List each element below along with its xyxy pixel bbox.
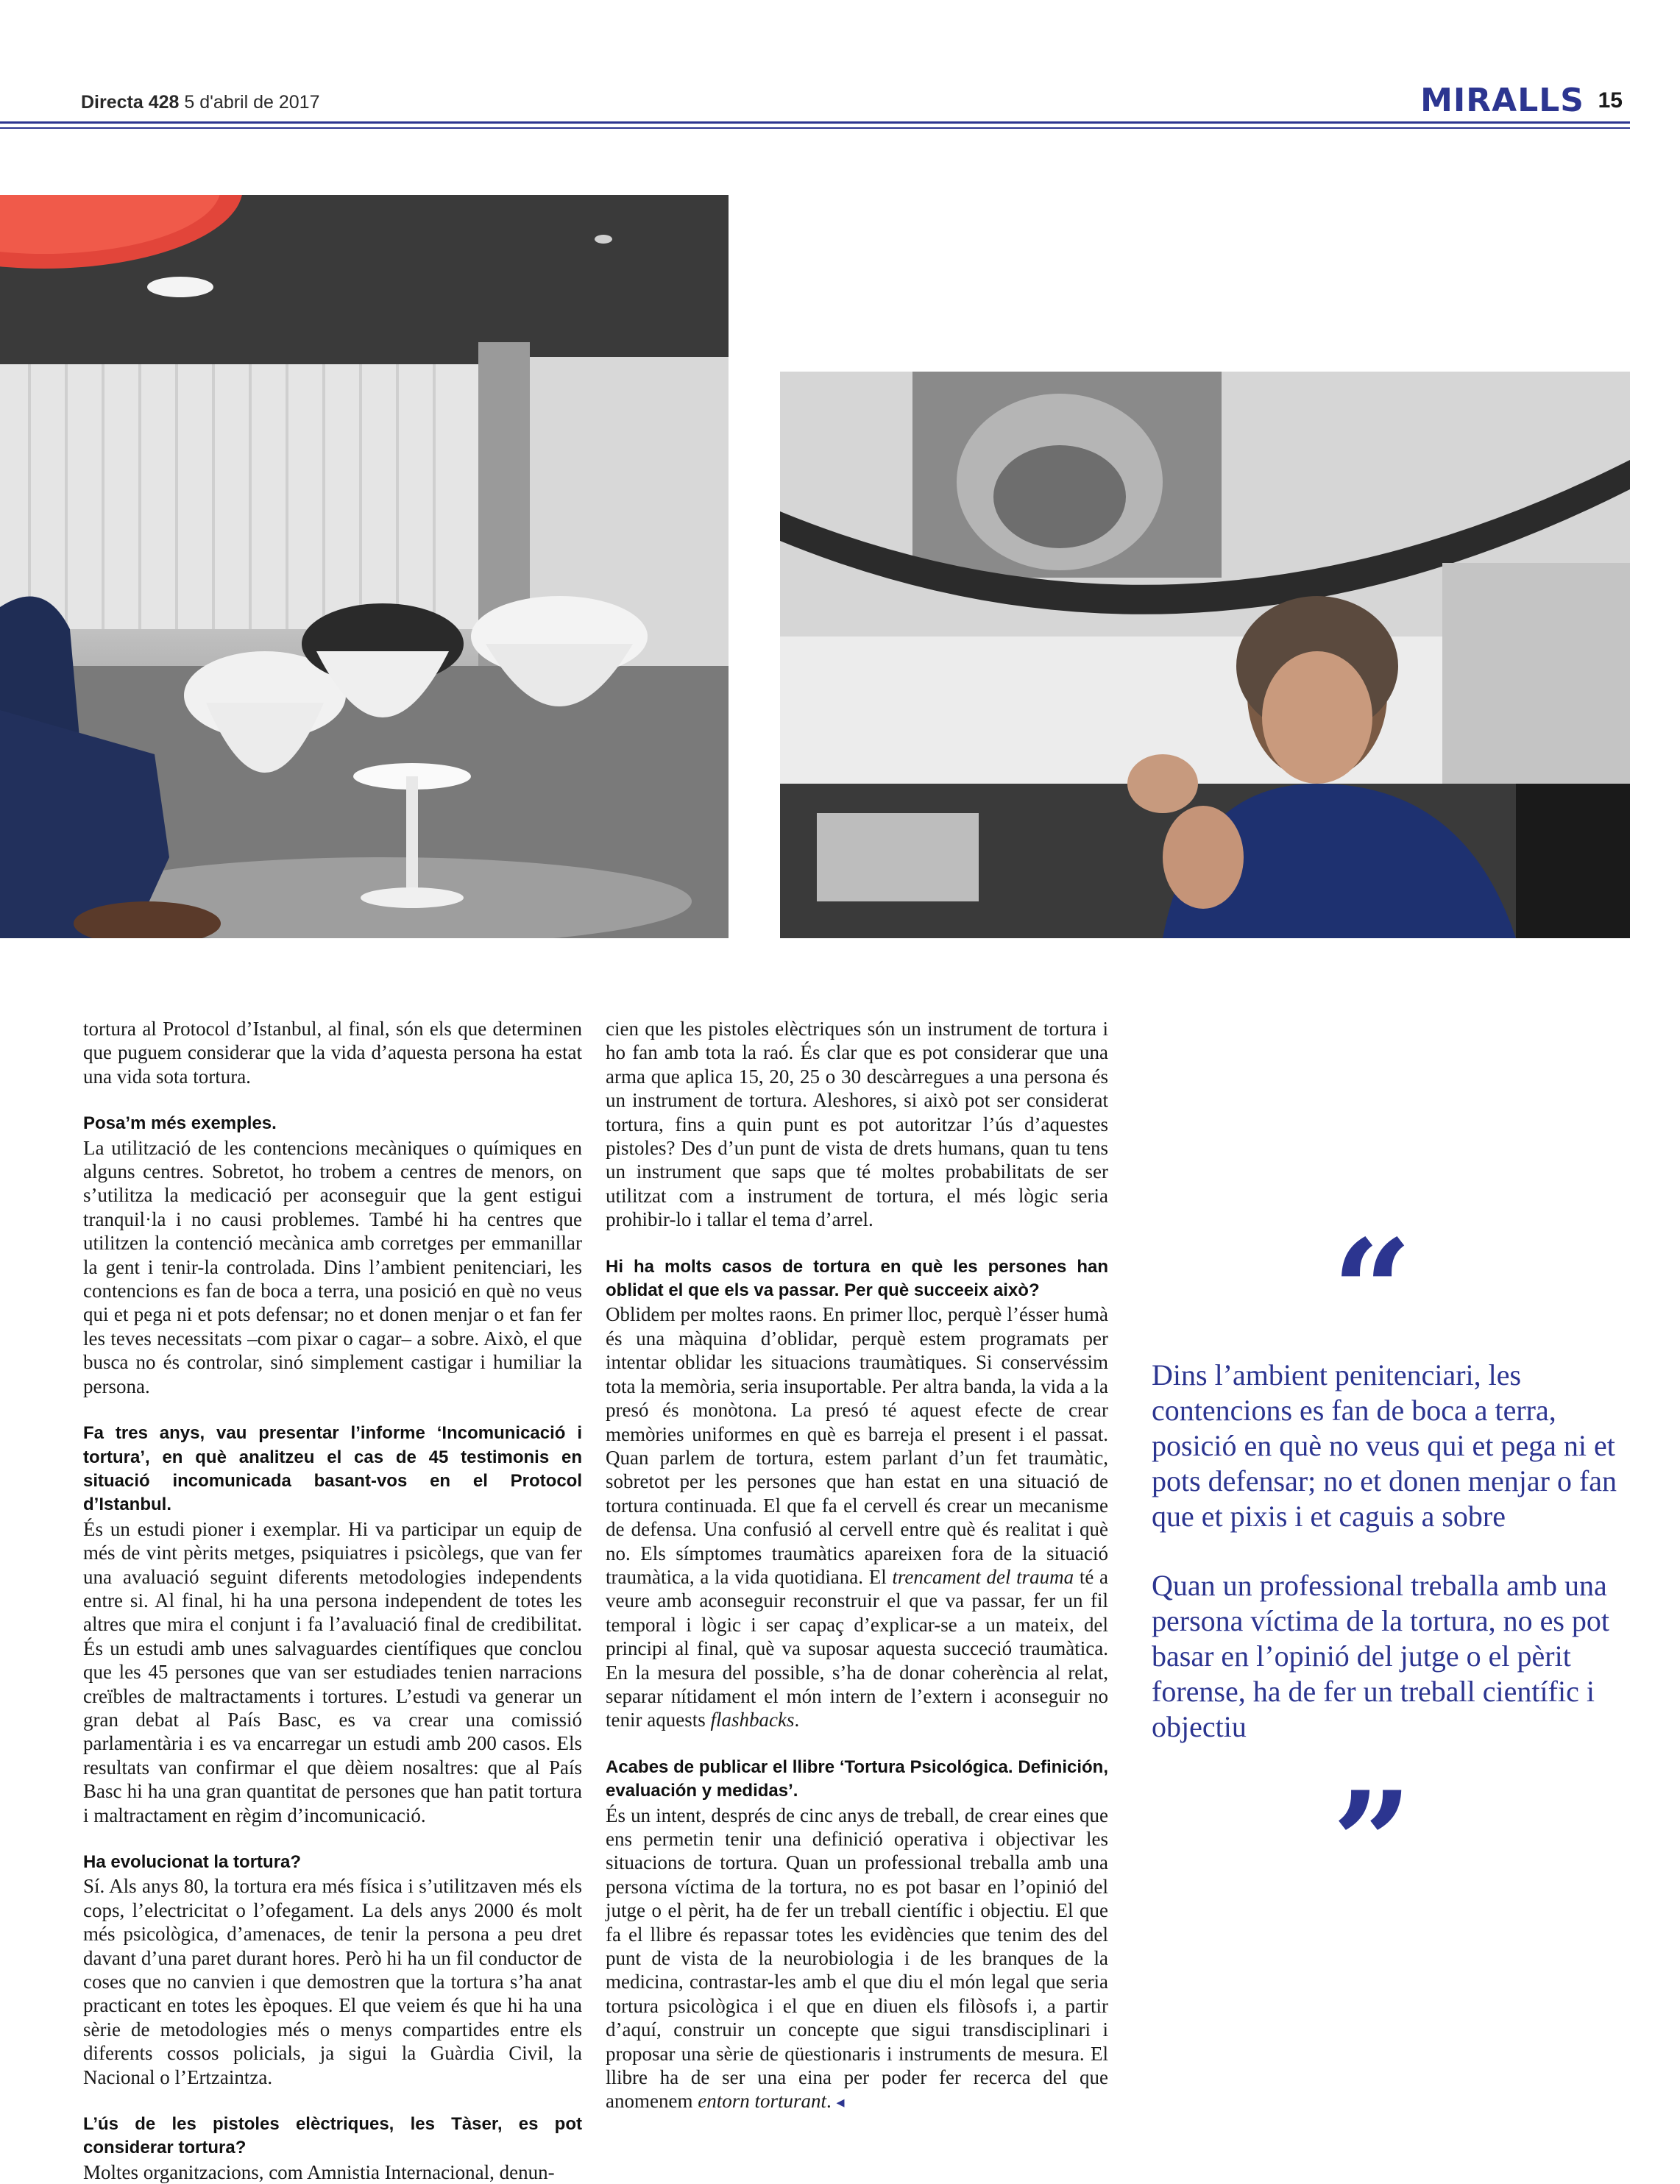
answer-text: És un intent, després de cinc anys de treball, de crear eines que ens permetin tenir una definició operativa i objectivar les situacions de tortura. Quan un professional treballa amb una persona víctima de la tortura, no es pot basar en l’opinió del jutge o el pèrit, ha de fer un treball científic i objectiu. El que fa el llibre és repassar totes les evidències que tenim des del punt de vista de la neurobiologia i de les branques de la medicina, contrastar-les amb el que diu el món legal que seria tortura psicològica i el que en diuen els filòsofs i, a partir d’aquí, construir un concepte que sigui transdisciplinari i proposar una sèrie de qüestionaris i instruments de mesura. El llibre ha de ser una eina per poder fer recerca del que anomenem xyxy=(606,1804,1108,2113)
issue-date: 5 d'abril de 2017 xyxy=(184,92,320,113)
page-number: 15 xyxy=(1598,88,1623,113)
answer: Sí. Als anys 80, la tortura era més física i s’utilitzaven més els cops, l’electricitat o l’ofegament. La dels anys 2000 és molt més psicològica, d’amenaces, de tenir la persona a peu dret davant d’una paret durant hores. Però hi ha un fil conductor de coses que no canvien i que demostren que la tortura s’ha anat practicant en totes les èpoques. El que veiem és que hi ha una sèrie de metodologies més o menys compartides entre els diferents cossos policials, ja sigui la Guàrdia Civil, la Nacional o l’Ertzaintza. xyxy=(83,1875,582,2088)
pull-quote-text: Quan un professional treballa amb una persona víctima de la tortura, no es pot basar en l’opinió del jutge o el pèrit forense, ha de fer un treball científic i objectiu xyxy=(1152,1569,1610,1743)
answer: Moltes organitzacions, com Amnistia Internacional, denun- xyxy=(83,2160,555,2183)
section-title: MIRALLS xyxy=(1420,82,1584,119)
question: Ha evolucionat la tortura? xyxy=(83,1852,302,1872)
publication-name: Directa 428 xyxy=(81,92,180,113)
interviewee-scene xyxy=(780,372,1630,938)
italic-term: entorn torturant xyxy=(698,2090,826,2113)
pull-quote xyxy=(1152,1358,1637,1779)
question: Posa’m més exemples. xyxy=(83,1113,277,1134)
photo-interviewee xyxy=(780,372,1630,938)
photo-interview-lounge xyxy=(0,195,729,938)
paragraph: tortura al Protocol d’Istanbul, al final, són els que determinen que puguem considerar que la vida d’aquesta persona ha estat una vida sota tortura. xyxy=(83,1018,582,1088)
article-column-2 xyxy=(606,1017,1108,2115)
question: Hi ha molts casos de tortura en què les persones han oblidat el que els va passar. Per què succeeix això? xyxy=(606,1256,1108,1301)
paragraph: cien que les pistoles elèctriques són un instrument de tortura i ho fan amb tota la raó. És clar que es pot considerar que una arma que aplica 15, 20, 25 o 30 descàrregues a una persona és un instrument de tortura. Aleshores, si això pot ser considerat tortura, fins a quin punt es pot autoritzar l’ús d’aquestes pistoles? Des d’un punt de vista de drets humans, quan tu tens un instrument que saps que té moltes probabilitats de ser utilitzat com a instrument de tortura, el més lògic seria prohibir-lo i tallar el tema d’arrel. xyxy=(606,1018,1108,1231)
question: Acabes de publicar el llibre ‘Tortura Psicológica. Definición, evaluación y medidas’. xyxy=(606,1756,1108,1801)
header-rule-thin xyxy=(0,127,1630,129)
open-quote-icon: “ xyxy=(1332,1209,1413,1373)
lounge-scene xyxy=(0,195,729,938)
header-rule xyxy=(0,121,1630,124)
answer xyxy=(606,1302,1108,1731)
end-of-article-icon: ◂ xyxy=(836,2093,845,2112)
italic-term: trencament del trauma xyxy=(892,1565,1074,1588)
question: L’ús de les pistoles elèctriques, les Tàser, es pot considerar tortura? xyxy=(83,2114,582,2158)
question: Fa tres anys, vau presentar l’informe ‘Incomunicació i tortura’, en què analitzeu el cas de 45 testimonis en situació incomunicada basant-vos en el Protocol d’Istanbul. xyxy=(83,1423,582,1515)
masthead xyxy=(81,92,319,113)
answer-text: Oblidem per moltes raons. En primer lloc, perquè l’ésser humà és una màquina d’oblidar, perquè estem programats per intentar oblidar les situacions traumàtiques. Si conservéssim tota la memòria, seria insuportable. Per altra banda, la vida a la presó és monòtona. La presó té aquest efecte de crear memòries uniformes en què es barreja el present i el passat. Quan parlem de tortura, estem parlant d’un fet traumàtic, sobretot per les persones que han estat en una situació de tortura continuada. El que fa el cervell és crear un mecanisme de defensa. Una confusió al cervell entre què és realitat i què no. Els símptomes traumàtics apareixen fora de la situació traumàtica, a la vida quotidiana. El xyxy=(606,1303,1108,1588)
italic-term: flashbacks xyxy=(710,1709,795,1731)
answer: La utilització de les contencions mecàniques o químiques en alguns centres. Sobretot, ho trobem a centres de menors, on s’utilitza la medicació per aconseguir que la gent estigui tranquil·la i no causi problemes. També hi ha centres que utilitzen la contenció mecànica amb corretges per emmanillar la gent i tenir-la controlada. Dins l’ambient penitenciari, les contencions es fan de boca a terra, una posició en què no veus qui et pega ni et pots defensar; no et donen menjar o et fan fer les teves necessitats –com pixar o cagar– a sobre. Això, el que busca no és controlar, sinó simplement castigar i humiliar la persona. xyxy=(83,1136,582,1397)
answer: És un estudi pioner i exemplar. Hi va participar un equip de més de vint pèrits metges, psiquiatres i psicòlegs, que van fer una avaluació seguint diferents metodologies independents entre si. Al final, hi ha una persona independent de totes les altres que mira el conjunt i fa l’avaluació final de credibilitat. És un estudi amb unes salvaguardes científiques que conclou que les 45 persones que van ser estudiades tenien narracions creïbles de maltractaments i tortures. L’estudi va generar un gran debat al País Basc, es va crear una comissió parlamentària i es va encarregar un estudi amb 200 casos. Els resultats van confirmar el que dèiem nosaltres: que al País Basc hi ha una gran quantitat de persones que han patit tortura i maltractament en règim d’incomunicació. xyxy=(83,1517,582,1826)
punctuation: . xyxy=(794,1709,800,1731)
pull-quote-text: Dins l’ambient penitenciari, les contencions es fan de boca a terra, posició en què no veus qui et pega ni et pots defensar; no et donen menjar o fan que et pixis i et caguis a sobre xyxy=(1152,1358,1617,1533)
article-column-1 xyxy=(83,1017,582,2184)
answer xyxy=(606,1804,1108,2115)
close-quote-icon: ” xyxy=(1332,1761,1413,1925)
punctuation: . xyxy=(826,2090,832,2113)
answer-text: té a veure amb aconseguir reconstruir el que va passar, fer un fil temporal i lògic i ser capaç d’explicar-se a un mateix, del principi al final, què va suposar aquesta succeció traumàtica. En la mesura del possible, s’ha de donar coherència al relat, separar nítidament el món intern de l’extern i aconseguir no tenir aquests xyxy=(606,1565,1108,1731)
